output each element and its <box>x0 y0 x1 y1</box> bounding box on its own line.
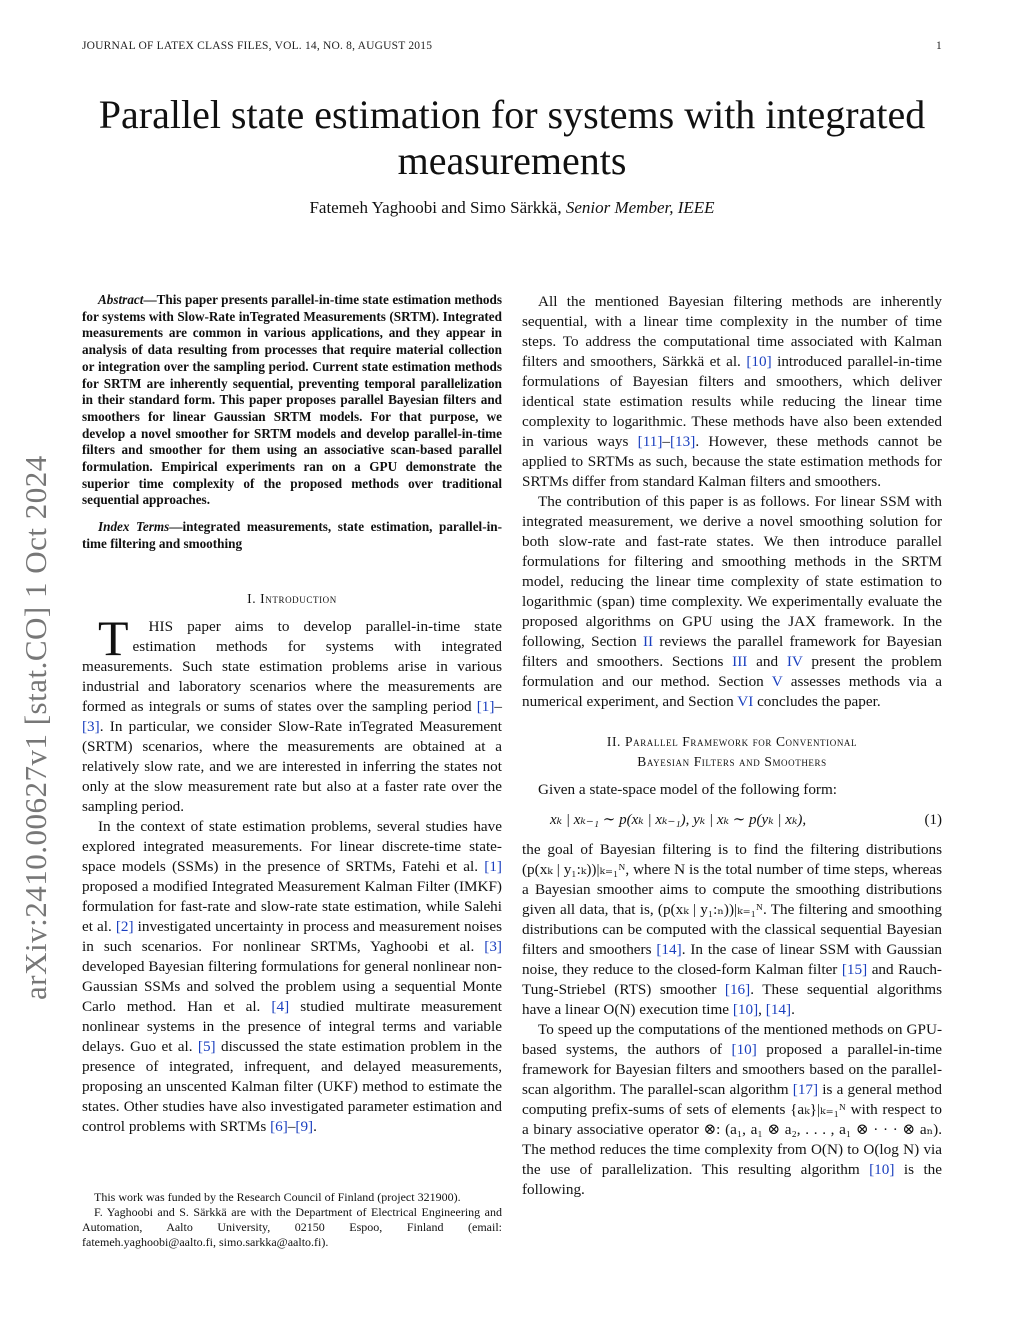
citation-link[interactable]: [3] <box>484 937 502 955</box>
left-column <box>82 292 502 1137</box>
author-line <box>60 198 964 218</box>
citation-link[interactable]: [10] <box>732 1001 759 1018</box>
citation-link[interactable]: [10] <box>869 1161 895 1178</box>
paper-title: Parallel state estimation for systems with integrated measurements <box>98 92 926 183</box>
index-terms <box>82 519 502 552</box>
index-terms-lead: Index Terms <box>98 519 170 535</box>
index-terms-text: —integrated measurements, state estimation, parallel-in-time filtering and smoothing <box>82 519 502 551</box>
section-heading-line-1: II. Parallel Framework for Conventional <box>606 734 858 749</box>
author-names: Fatemeh Yaghoobi and Simo Särkkä, <box>309 198 562 217</box>
intro-paragraph-2: In the context of state estimation problems, several studies have explored integrated measurements. For linear discrete-time state-space models (SSMs) in the presence of SRTMs, Fatehi et al. [1] proposed a modified Integrated Measurement Kalman Filter (IMKF) formulation for fast-rate and slow-rate state estimation, while Salehi et al. [2] investigated uncertainty in process and measurement noises in such scenarios. For nonlinear SRTMs, Yaghoobi et al. [3] developed Bayesian filtering formulations for general nonlinear non-Gaussian SSMs and solved the problem using a sequential Monte Carlo method. Han et al. [4] studied multirate measurement nonlinear systems in the presence of integral terms and variable delays. Guo et al. [5] discussed the state estimation problem in the presence of integrated, infrequent, and delayed measurements, proposing an unscented Kalman filter (UKF) method to estimate the states. Other studies have also investigated parameter estimation and control problems with SRTMs [6]–[9]. <box>82 817 502 1135</box>
citation-link[interactable]: [9] <box>295 1117 314 1135</box>
section-ref-link[interactable]: IV <box>786 653 803 670</box>
journal-name: JOURNAL OF LATEX CLASS FILES, VOL. 14, NO. 8, AUGUST 2015 <box>82 40 433 52</box>
section2-paragraph-1: the goal of Bayesian filtering is to find the filtering distributions (p(xₖ | y₁:ₖ))|ₖ₌₁ᴺ, where N is the total number of time steps, whereas a Bayesian smoother aims to compute the smoothing distributions given all data, that is, (p(xₖ | y₁:ₙ))|ₖ₌₁ᴺ. The filtering and smoothing distributions can be computed with the classical sequential Bayesian filters and smoothers [14]. In the case of linear SSM with Gaussian noise, they reduce to the closed-form Kalman filter [15] and Rauch-Tung-Striebel (RTS) smoother [16]. These sequential algorithms have a linear O(N) execution time [10], [14]. <box>522 841 943 1018</box>
right-paragraph-1: All the mentioned Bayesian filtering methods are inherently sequential, with a linear time complexity in the number of time steps. To address the computational time associated with Kalman filters and smoothers, Särkkä et al. [10] introduced parallel-in-time formulations of Bayesian filters and smoothers, which deliver identical state estimation results while reducing the linear time complexity to logarithmic. These methods have also been extended in various ways [11]–[13]. However, these methods cannot be applied to SRTMs as such, because the state estimation methods for SRTMs differ from standard Kalman filters and smoothers. <box>522 293 942 490</box>
abstract <box>82 292 502 509</box>
section-ref-link[interactable]: V <box>771 673 783 690</box>
citation-link[interactable]: [11] <box>637 433 663 450</box>
section2-intro: Given a state-space model of the following form: <box>538 781 838 798</box>
equation-1 <box>522 810 942 830</box>
citation-link[interactable]: [3] <box>82 717 100 735</box>
footnote-affiliation: F. Yaghoobi and S. Särkkä are with the Department of Electrical Engineering and Automation, Aalto University, 02150 Espoo, Finland (email: fatemeh.yaghoobi@aalto.fi, simo.sarkka@aalto.fi). <box>82 1205 502 1249</box>
citation-link[interactable]: [14] <box>656 941 682 958</box>
citation-link[interactable]: [1] <box>484 857 502 875</box>
equation-expression: xₖ | xₖ₋₁ ∼ p(xₖ | xₖ₋₁), yₖ | xₖ ∼ p(yₖ | xₖ), <box>550 812 807 828</box>
arxiv-side-stamp: arXiv:2410.00627v1 [stat.CO] 1 Oct 2024 <box>18 455 53 1000</box>
citation-link[interactable]: [13] <box>670 433 696 450</box>
right-paragraph-2: The contribution of this paper is as follows. For linear SSM with integrated measurement, we derive a novel smoothing solution for both slow-rate and fast-rate states. We then introduce parallel formulations for filtering and smoothing methods in the SRTM model, reducing the linear time complexity of state estimation to logarithmic (span) time complexity. We experimentally evaluate the proposed algorithms on GPU using the JAX framework. In the following, Section II reviews the parallel framework for Bayesian filters and smoothers. Sections III and IV present the problem formulation and our method. Section V assesses methods via a numerical experiment, and Section VI concludes the paper. <box>522 493 942 710</box>
intro-paragraph-1: THIS paper aims to develop parallel-in-time state estimation methods for systems with integrated measurements. Such state estimation problems arise in various industrial and laboratory scenarios where the measurements are formed as integrals or sums of states over the sampling period [1]–[3]. In particular, we consider Slow-Rate inTegrated Measurement (SRTM) scenarios, where the measurements are obtained at a relatively slow rate, and we are interested in inferring the states not only at the slow measurement rate but also at a faster rate over the sampling period. <box>82 609 502 815</box>
citation-link[interactable]: [1] <box>476 697 495 715</box>
citation-link[interactable]: [10] <box>731 1041 757 1058</box>
section-ref-link[interactable]: VI <box>737 693 754 710</box>
section-ref-link[interactable]: II <box>642 633 654 650</box>
abstract-text: —This paper presents parallel-in-time state estimation methods for systems with Slow-Rate inTegrated Measurements (SRTM). Integrated measurements are common in various applications, and they appear in analysis of data resulting from processes that require material collection or integration over the sampling period. Current state estimation methods for SRTM are inherently sequential, preventing temporal parallelization in their standard form. This paper proposes parallel Bayesian filters and smoothers for linear Gaussian SRTM models. For that purpose, we develop a novel smoother for SRTM models and develop parallel-in-time filters and smoother for them using an associative scan-based parallel formulation. Empirical experiments ran on a GPU demonstrate the superior time complexity of the proposed methods over traditional sequential approaches. <box>82 292 502 508</box>
citation-link[interactable]: [14] <box>765 1001 792 1018</box>
citation-link[interactable]: [6] <box>270 1117 288 1135</box>
equation-number: (1) <box>924 812 942 828</box>
abstract-lead: Abstract <box>98 292 144 307</box>
page-number: 1 <box>936 40 942 52</box>
footnote <box>82 1190 502 1250</box>
citation-link[interactable]: [17] <box>792 1081 819 1098</box>
section-heading-line-2: Bayesian Filters and Smoothers <box>637 754 827 769</box>
citation-link[interactable]: [4] <box>271 997 290 1015</box>
section-heading-parallel-framework <box>522 732 942 772</box>
right-column <box>522 292 942 1200</box>
author-role: Senior Member, IEEE <box>565 198 715 217</box>
citation-link[interactable]: [5] <box>197 1037 216 1055</box>
section-heading-introduction: I. Introduction <box>247 590 337 606</box>
citation-link[interactable]: [2] <box>115 917 134 935</box>
section-ref-link[interactable]: III <box>732 653 748 670</box>
citation-link[interactable]: [16] <box>724 981 751 998</box>
footnote-funding: This work was funded by the Research Council of Finland (project 321900). <box>94 1190 461 1204</box>
citation-link[interactable]: [15] <box>841 961 868 978</box>
running-header <box>82 40 942 52</box>
citation-link[interactable]: [10] <box>746 353 772 370</box>
section2-paragraph-2: To speed up the computations of the mentioned methods on GPU-based systems, the authors of [10] proposed a parallel-in-time framework for Bayesian filters and smoothers based on the parallel-scan algorithm. The parallel-scan algorithm [17] is a general method computing prefix-sums of sets of elements {aₖ}|ₖ₌₁ᴺ with respect to a binary associative operator ⊗: (a₁, a₁ ⊗ a₂, . . . , a₁ ⊗ · · · ⊗ aₙ). The method reduces the time complexity from O(N) to O(log N) via the use of parallelization. This resulting algorithm [10] is the following. <box>522 1021 943 1198</box>
